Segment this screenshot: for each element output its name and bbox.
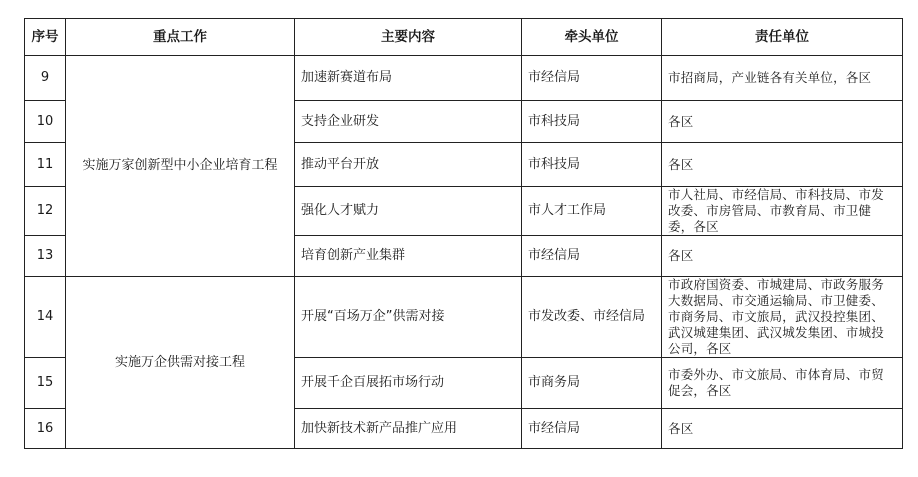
content-cell: 加速新赛道布局 [295, 56, 522, 101]
content-cell: 加快新技术新产品推广应用 [295, 409, 522, 449]
header-main-content: 主要内容 [295, 19, 522, 56]
header-key-work: 重点工作 [66, 19, 295, 56]
content-cell: 推动平台开放 [295, 143, 522, 187]
header-row [25, 19, 903, 56]
lead-unit-cell: 市发改委、市经信局 [522, 277, 662, 358]
row-number: 10 [25, 101, 66, 143]
responsible-unit-cell: 市招商局，产业链各有关单位，各区 [662, 56, 903, 101]
responsible-unit-cell: 各区 [662, 143, 903, 187]
table-row [25, 56, 903, 101]
responsible-unit-cell: 市政府国资委、市城建局、市政务服务大数据局、市交通运输局、市卫健委、市商务局、市文旅局，武汉投控集团、武汉城建集团、武汉城发集团、市城投公司，各区 [662, 277, 903, 358]
row-number: 9 [25, 56, 66, 101]
responsible-unit-cell: 市人社局、市经信局、市科技局、市发改委、市房管局、市教育局、市卫健委，各区 [662, 187, 903, 236]
lead-unit-cell: 市经信局 [522, 409, 662, 449]
responsible-unit-cell: 各区 [662, 101, 903, 143]
row-number: 15 [25, 358, 66, 409]
lead-unit-cell: 市经信局 [522, 56, 662, 101]
lead-unit-cell: 市人才工作局 [522, 187, 662, 236]
content-cell: 培育创新产业集群 [295, 236, 522, 277]
lead-unit-cell: 市经信局 [522, 236, 662, 277]
row-number: 13 [25, 236, 66, 277]
lead-unit-cell: 市科技局 [522, 143, 662, 187]
responsible-unit-cell: 各区 [662, 409, 903, 449]
responsible-unit-cell: 各区 [662, 236, 903, 277]
content-cell: 开展千企百展拓市场行动 [295, 358, 522, 409]
work-table-container [24, 18, 903, 449]
header-no: 序号 [25, 19, 66, 56]
row-number: 12 [25, 187, 66, 236]
key-work-cell: 实施万家创新型中小企业培育工程 [66, 56, 295, 277]
content-cell: 强化人才赋力 [295, 187, 522, 236]
header-responsible-unit: 责任单位 [662, 19, 903, 56]
key-work-cell: 实施万企供需对接工程 [66, 277, 295, 449]
responsible-unit-cell: 市委外办、市文旅局、市体育局、市贸促会，各区 [662, 358, 903, 409]
work-table [24, 18, 903, 449]
row-number: 11 [25, 143, 66, 187]
lead-unit-cell: 市商务局 [522, 358, 662, 409]
row-number: 16 [25, 409, 66, 449]
row-number: 14 [25, 277, 66, 358]
content-cell: 支持企业研发 [295, 101, 522, 143]
header-lead-unit: 牵头单位 [522, 19, 662, 56]
content-cell: 开展“百场万企”供需对接 [295, 277, 522, 358]
lead-unit-cell: 市科技局 [522, 101, 662, 143]
table-row [25, 277, 903, 358]
